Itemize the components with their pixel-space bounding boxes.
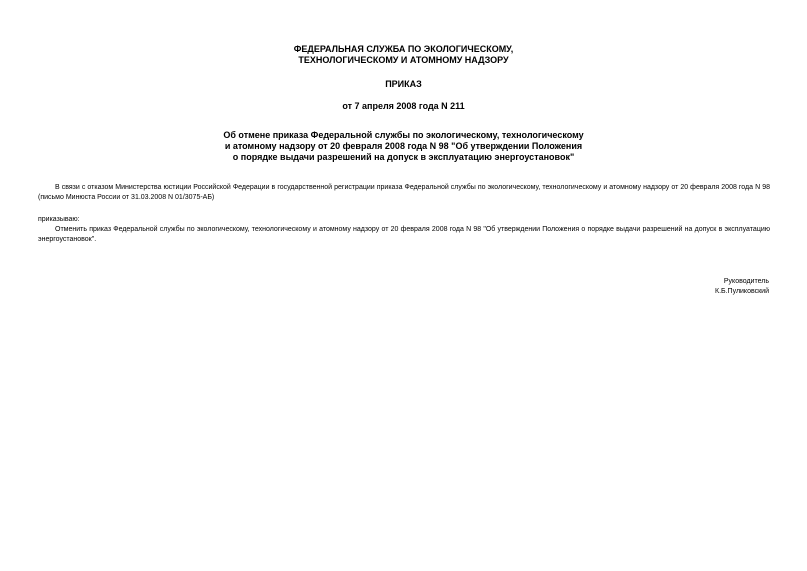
signatory-position: Руководитель (723, 278, 769, 285)
order-word: приказываю: (38, 216, 80, 223)
document-title (0, 130, 807, 163)
order-item-paragraph: Отменить приказ Федеральной службы по экологическому, технологическому и атомному надзору от 20 февраля 2008 года N 98 "Об утверждении Положения о порядке выдачи разрешений на допуск в эксплуатацию энергоустановок". (38, 226, 770, 243)
agency-name-line-1: ФЕДЕРАЛЬНАЯ СЛУЖБА ПО ЭКОЛОГИЧЕСКОМУ, (293, 44, 514, 54)
document-title-line-1: Об отмене приказа Федеральной службы по экологическому, технологическому (223, 130, 584, 140)
intro-paragraph: В связи с отказом Министерства юстиции Российской Федерации в государственной регистрации приказа Федеральной службы по экологическому, технологическому и атомному надзору от 20 февраля 2008 года N 98 (письмо Минюста России от 31.03.2008 N 01/3075-АБ) (38, 184, 770, 201)
agency-name-line-2: ТЕХНОЛОГИЧЕСКОМУ И АТОМНОМУ НАДЗОРУ (298, 55, 509, 65)
signatory-name: К.Б.Пуликовский (715, 288, 769, 295)
document-title-line-2: и атомному надзору от 20 февраля 2008 года N 98 "Об утверждении Положения (224, 141, 583, 151)
signature-block (715, 277, 769, 297)
document-title-line-3: о порядке выдачи разрешений на допуск в эксплуатацию энергоустановок" (232, 152, 575, 162)
document-date: от 7 апреля 2008 года N 211 (342, 101, 465, 111)
document-type: ПРИКАЗ (385, 79, 422, 89)
agency-name (0, 44, 807, 66)
